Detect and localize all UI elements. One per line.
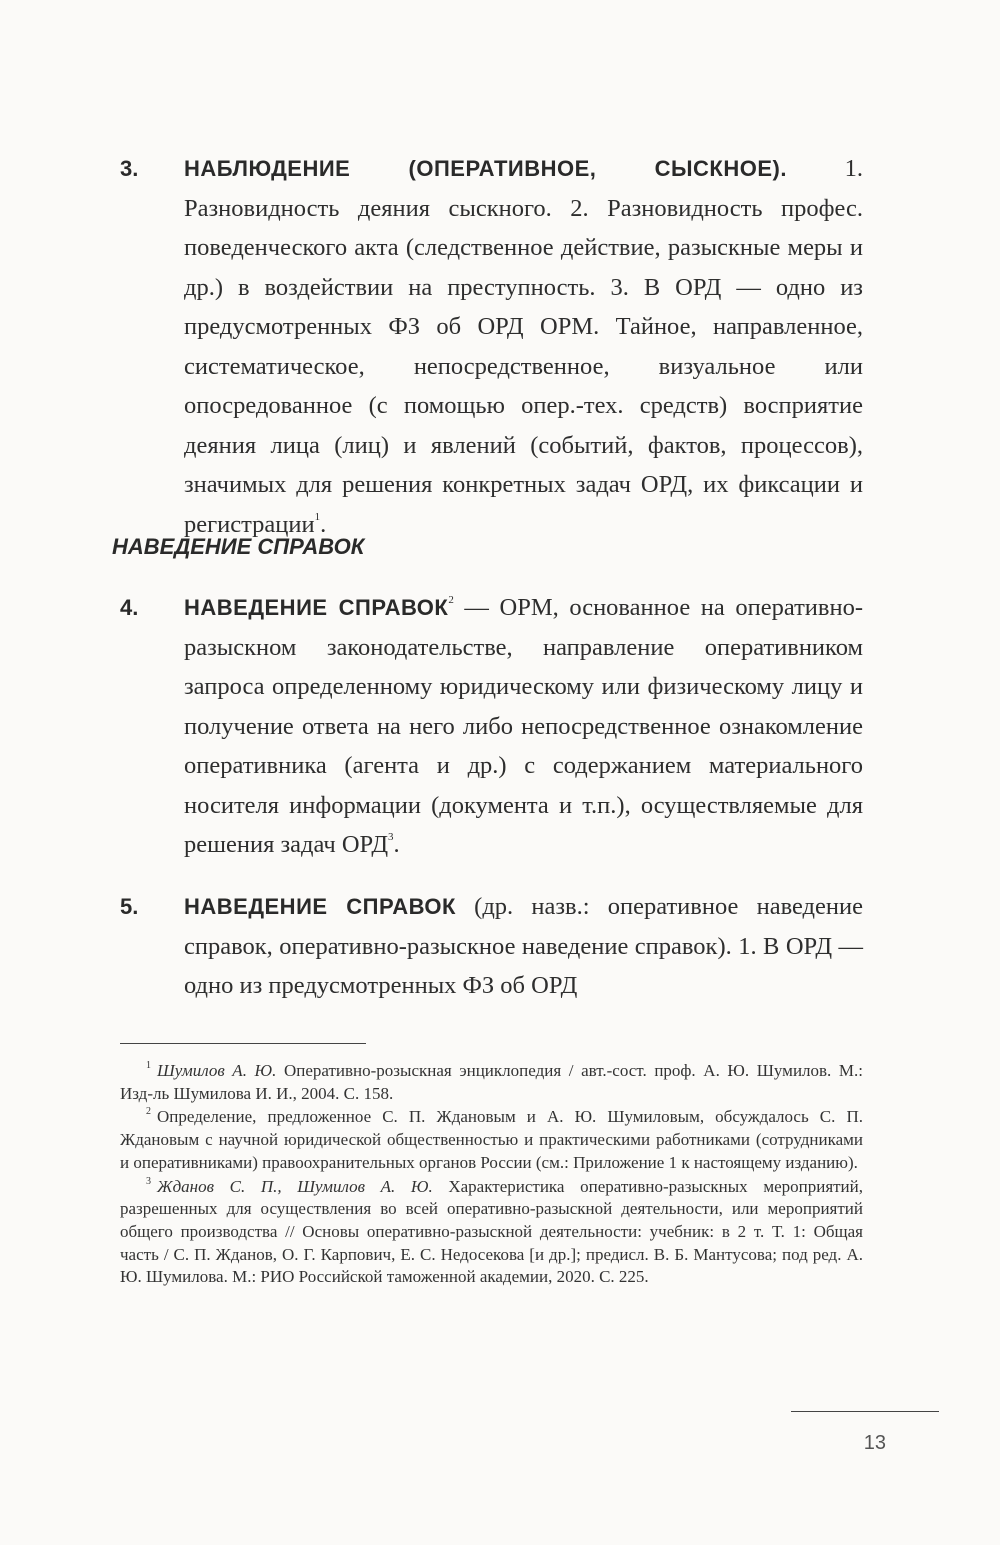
footnote-author: Шумилов А. Ю. [157, 1061, 277, 1080]
entry-3 [120, 149, 863, 544]
entry-term: НАБЛЮДЕНИЕ (ОПЕРАТИВНОЕ, СЫСКНОЕ). [184, 156, 787, 181]
entry-end: . [320, 510, 327, 538]
entry-number: 5. [120, 894, 139, 919]
footnotes [120, 1060, 863, 1290]
entry-body [184, 887, 863, 1006]
entry-number: 4. [120, 595, 139, 620]
entry-5 [120, 887, 863, 1006]
footnote-ref[interactable]: 3 [388, 831, 394, 843]
entry-4 [120, 588, 863, 865]
footnote-text: Характеристика оперативно-разыскных мероприятий, разрешенных для осуществления во всей оперативно-разыскной деятельности, или мероприятий общего производства // Основы оперативно-разыскной деятельности: учебник: в 2 т. Т. 1: Общая часть / С. П. Жданов, О. Г. Карпович, Е. С. Недосекова [и др.]; предисл. В. Б. Мантусова; под ред. А. Ю. Шумилова. М.: РИО Российской таможенной академии, 2020. С. 225. [120, 1176, 864, 1287]
entry-term: НАВЕДЕНИЕ СПРАВОК [184, 894, 456, 919]
footnote-marker: 2 [146, 1106, 151, 1118]
footnote-marker: 3 [146, 1175, 151, 1187]
entry-body [184, 588, 863, 865]
footnote-2 [120, 1106, 863, 1174]
entry-text: (др. назв.: оперативное наведение справок, оперативно-разыскное наведение справок). 1. В ОРД — одно из предусмотренных ФЗ об ОРД [184, 893, 863, 999]
footnote-text: Определение, предложенное С. П. Ждановым и А. Ю. Шумиловым, обсуждалось С. П. Ждановым с научной юридической общественностью и практическими работниками (сотрудниками и оперативниками) правоохранительных органов России (см.: Приложение 1 к настоящему изданию). [120, 1107, 863, 1172]
entry-end: . [393, 831, 400, 858]
footnote-divider [120, 1043, 366, 1044]
footnote-ref[interactable]: 1 [314, 510, 321, 523]
entry-text: 1. Разновидность деяния сыскного. 2. Разновидность профес. поведенческого акта (следственное действие, разыскные меры и др.) в воздействии на преступность. 3. В ОРД — одно из предусмотренных ФЗ об ОРД ОРМ. Тайное, направленное, систематическое, непосредственное, визуальное или опосредованное (с помощью опер.-тех. средств) восприятие деяния лица (лиц) и явлений (событий, фактов, процессов), значимых для решения конкретных задач ОРД, их фиксации и регистрации [184, 155, 864, 538]
footnote-author: Жданов С. П., Шумилов А. Ю. [157, 1176, 433, 1196]
footnote-text: Оперативно-розыскная энциклопедия / авт.-сост. проф. А. Ю. Шумилов. М.: Изд-ль Шумилова И. И., 2004. С. 158. [120, 1061, 863, 1103]
entry-body [184, 149, 863, 544]
footnote-3 [120, 1176, 863, 1290]
footnote-marker: 1 [146, 1060, 151, 1071]
footnote-1 [120, 1060, 863, 1105]
entry-term: НАВЕДЕНИЕ СПРАВОК [184, 595, 449, 620]
entry-number: 3. [120, 156, 139, 181]
page-number: 13 [863, 1432, 886, 1454]
entry-text: — ОРМ, основанное на оперативно-разыскном законодательстве, направление оперативником запроса определенному юридическому или физическому лицу и получение ответа на него либо непосредственное ознакомление оперативника (агента и др.) с содержанием материального носителя информации (документа и т.п.), осуществляемые для решения задач ОРД [184, 594, 863, 858]
page-number-rule [791, 1411, 939, 1412]
footnote-ref[interactable]: 2 [448, 594, 454, 606]
section-heading: НАВЕДЕНИЕ СПРАВОК [112, 534, 365, 559]
